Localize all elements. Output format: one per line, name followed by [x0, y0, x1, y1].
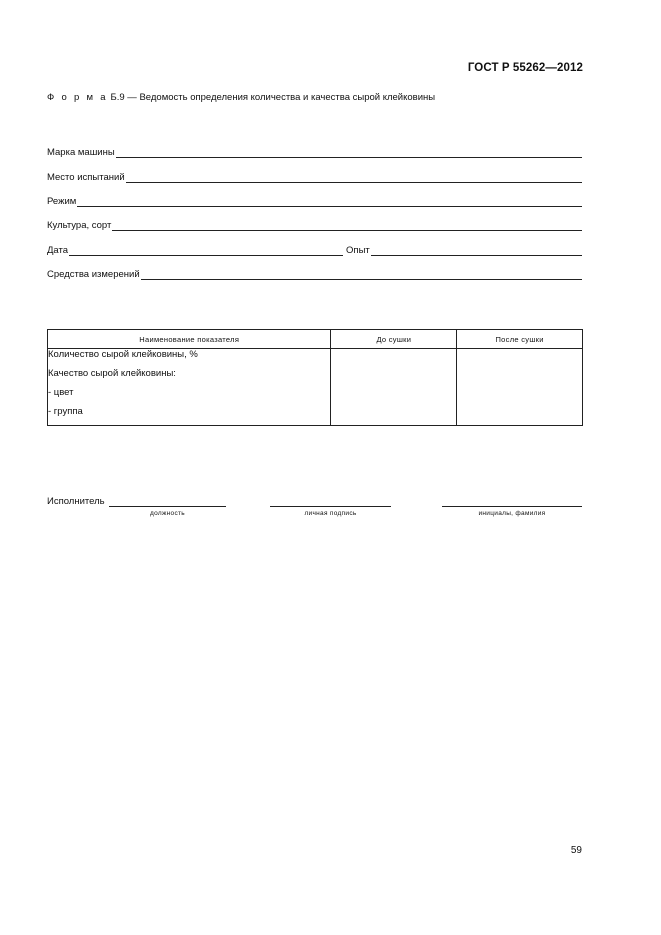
test-site-field[interactable]	[47, 167, 582, 183]
name-line[interactable]	[442, 505, 582, 507]
column-header-indicator: Наименование показателя	[48, 330, 331, 349]
table-header-row	[48, 330, 583, 349]
crop-input-line[interactable]	[112, 219, 582, 231]
experiment-label: Опыт	[346, 245, 370, 256]
crop-label: Культура, сорт	[47, 220, 112, 231]
indicator-cell	[48, 349, 331, 426]
machine-label: Марка машины	[47, 147, 115, 158]
mode-field[interactable]	[47, 191, 582, 207]
caption-position: должность	[150, 510, 185, 517]
mode-input-line[interactable]	[77, 195, 582, 207]
machine-field[interactable]	[47, 142, 582, 158]
test-site-label: Место испытаний	[47, 172, 125, 183]
row-label-gluten-quality: Качество сырой клейковины:	[48, 368, 176, 379]
form-title	[47, 92, 435, 103]
form-title-prefix: Ф о р м а	[47, 92, 108, 103]
experiment-input-line[interactable]	[371, 244, 582, 256]
signature-line[interactable]	[270, 505, 391, 507]
mode-label: Режим	[47, 196, 77, 207]
row-label-color: - цвет	[48, 387, 74, 398]
form-title-text: Б.9 — Ведомость определения количества и качества сырой клейковины	[107, 92, 436, 103]
column-header-before-drying: До сушки	[331, 330, 457, 349]
document-code: ГОСТ Р 55262—2012	[467, 62, 583, 74]
date-experiment-field[interactable]	[47, 240, 582, 256]
instruments-field[interactable]	[47, 264, 582, 280]
row-label-group: - группа	[48, 406, 83, 417]
before-drying-cell[interactable]	[331, 349, 457, 426]
table-row	[48, 349, 583, 426]
measurement-table	[47, 329, 583, 426]
date-label: Дата	[47, 245, 69, 256]
date-input-line[interactable]	[69, 244, 343, 256]
column-header-after-drying: После сушки	[457, 330, 583, 349]
instruments-input-line[interactable]	[141, 268, 582, 280]
position-line[interactable]	[109, 505, 226, 507]
after-drying-cell[interactable]	[457, 349, 583, 426]
test-site-input-line[interactable]	[126, 171, 582, 183]
machine-input-line[interactable]	[116, 146, 582, 158]
crop-field[interactable]	[47, 215, 582, 231]
caption-name: инициалы, фамилия	[478, 510, 546, 517]
row-label-gluten-amount: Количество сырой клейковины, %	[48, 349, 198, 360]
caption-signature: личная подпись	[304, 510, 357, 517]
page-number: 59	[570, 845, 582, 856]
performer-label: Исполнитель	[47, 496, 105, 507]
instruments-label: Средства измерений	[47, 269, 140, 280]
